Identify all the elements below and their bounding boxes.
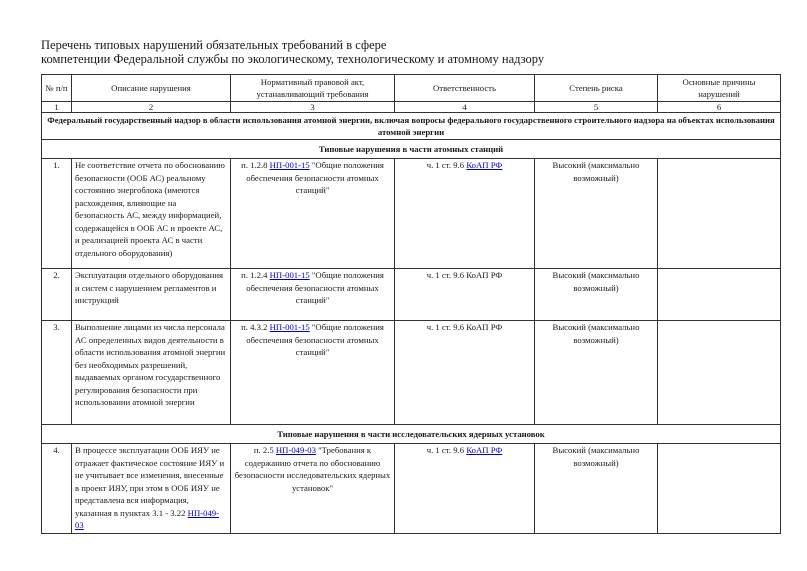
legal-act-prefix: п. 2.5 xyxy=(253,445,276,455)
legal-act-cell xyxy=(231,159,395,269)
violation-description: Не соответствие отчета по обоснованию безопасности (ООБ АС) реальному состоянию энергоблока (имеются расхождения, влияющие на безопасность АС, между информацией, содержащейся в ООБ АС и проекте АС, и реализацией проекта АС в части отдельного оборудования) xyxy=(72,159,231,269)
liability-cell xyxy=(395,444,535,534)
legal-act-prefix: п. 4.3.2 xyxy=(241,322,270,332)
group-row xyxy=(42,140,781,159)
liability-text: ч. 1 ст. 9.6 КоАП РФ xyxy=(395,269,535,321)
row-number: 1. xyxy=(42,159,72,269)
column-number: 1 xyxy=(42,102,72,113)
legal-act-prefix: п. 1.2.4 xyxy=(241,270,270,280)
column-numbers-row xyxy=(42,102,781,113)
legal-act-link[interactable]: НП-001-15 xyxy=(269,160,310,170)
group-title-npp: Типовые нарушения в части атомных станций xyxy=(42,140,781,159)
column-number: 3 xyxy=(231,102,395,113)
violation-causes xyxy=(658,444,781,534)
risk-level: Высокий (максимально возможный) xyxy=(535,159,658,269)
legal-act-link[interactable]: НП-001-15 xyxy=(269,322,310,332)
legal-act-prefix: п. 1.2.8 xyxy=(241,160,270,170)
header-number: № п/п xyxy=(42,75,72,102)
violation-description: Эксплуатация отдельного оборудования и систем с нарушением регламентов и инструкций xyxy=(72,269,231,321)
row-number: 3. xyxy=(42,321,72,425)
table-row xyxy=(42,444,781,534)
legal-act-link[interactable]: НП-049-03 xyxy=(275,445,316,455)
violation-causes xyxy=(658,159,781,269)
column-number: 2 xyxy=(72,102,231,113)
document-title xyxy=(41,38,544,66)
legal-act-text: "Общие положения обеспечения безопасности атомных станций" xyxy=(246,270,384,305)
table-row xyxy=(42,269,781,321)
header-risk: Степень риска xyxy=(535,75,658,102)
koap-link[interactable]: КоАП РФ xyxy=(466,160,503,170)
risk-level: Высокий (максимально возможный) xyxy=(535,321,658,425)
legal-act-cell xyxy=(231,444,395,534)
column-number: 4 xyxy=(395,102,535,113)
header-description: Описание нарушения xyxy=(72,75,231,102)
group-row xyxy=(42,425,781,444)
header-liability: Ответственность xyxy=(395,75,535,102)
header-legal-act: Нормативный правовой акт, устанавливающий требования xyxy=(231,75,395,102)
row-number: 2. xyxy=(42,269,72,321)
column-number: 5 xyxy=(535,102,658,113)
legal-act-link[interactable]: НП-001-15 xyxy=(269,270,310,280)
title-line-1: Перечень типовых нарушений обязательных требований в сфере xyxy=(41,38,387,52)
risk-level: Высокий (максимально возможный) xyxy=(535,269,658,321)
row-number: 4. xyxy=(42,444,72,534)
column-number: 6 xyxy=(658,102,781,113)
violation-description: В процессе эксплуатации ООБ ИЯУ не отражает фактическое состояние ИЯУ и не учитывает все изменения, внесенные в проект ИЯУ, при этом в ООБ ИЯУ не представлена вся информация, указанная в пунктах 3.1 - 3.22 xyxy=(75,445,225,518)
liability-text: ч. 1 ст. 9.6 КоАП РФ xyxy=(395,321,535,425)
table-row xyxy=(42,321,781,425)
violation-description-cell xyxy=(72,444,231,534)
liability-text: ч. 1 ст. 9.6 xyxy=(426,160,467,170)
legal-act-cell xyxy=(231,321,395,425)
legal-act-text: "Требования к содержанию отчета по обоснованию безопасности исследовательских ядерных установок" xyxy=(234,445,391,493)
violation-causes xyxy=(658,321,781,425)
legal-act-cell xyxy=(231,269,395,321)
violation-description: Выполнение лицами из числа персонала АС определенных видов деятельности в области использования атомной энергии без необходимых разрешений, выдаваемых органом государственного регулирования безопасности при использовании атомной энергии xyxy=(72,321,231,425)
title-line-2: компетенции Федеральной службы по экологическому, технологическому и атомному надзору xyxy=(41,52,545,66)
table-row xyxy=(42,159,781,269)
legal-act-text: "Общие положения обеспечения безопасности атомных станций" xyxy=(246,322,384,357)
koap-link[interactable]: КоАП РФ xyxy=(466,445,503,455)
risk-level: Высокий (максимально возможный) xyxy=(535,444,658,534)
header-row xyxy=(42,75,781,102)
section-row xyxy=(42,113,781,140)
violations-table xyxy=(41,74,781,534)
section-title: Федеральный государственный надзор в области использования атомной энергии, включая вопросы федерального государственного строительного надзора на объектах использования атомной энергии xyxy=(42,113,781,140)
legal-act-text: "Общие положения обеспечения безопасности атомных станций" xyxy=(246,160,384,195)
violation-causes xyxy=(658,269,781,321)
group-title-research-reactors: Типовые нарушения в части исследовательских ядерных установок xyxy=(42,425,781,444)
regulation-link[interactable]: НП-049-03 xyxy=(75,507,220,530)
liability-cell xyxy=(395,159,535,269)
header-causes: Основные причины нарушений xyxy=(658,75,781,102)
liability-text: ч. 1 ст. 9.6 xyxy=(426,445,467,455)
